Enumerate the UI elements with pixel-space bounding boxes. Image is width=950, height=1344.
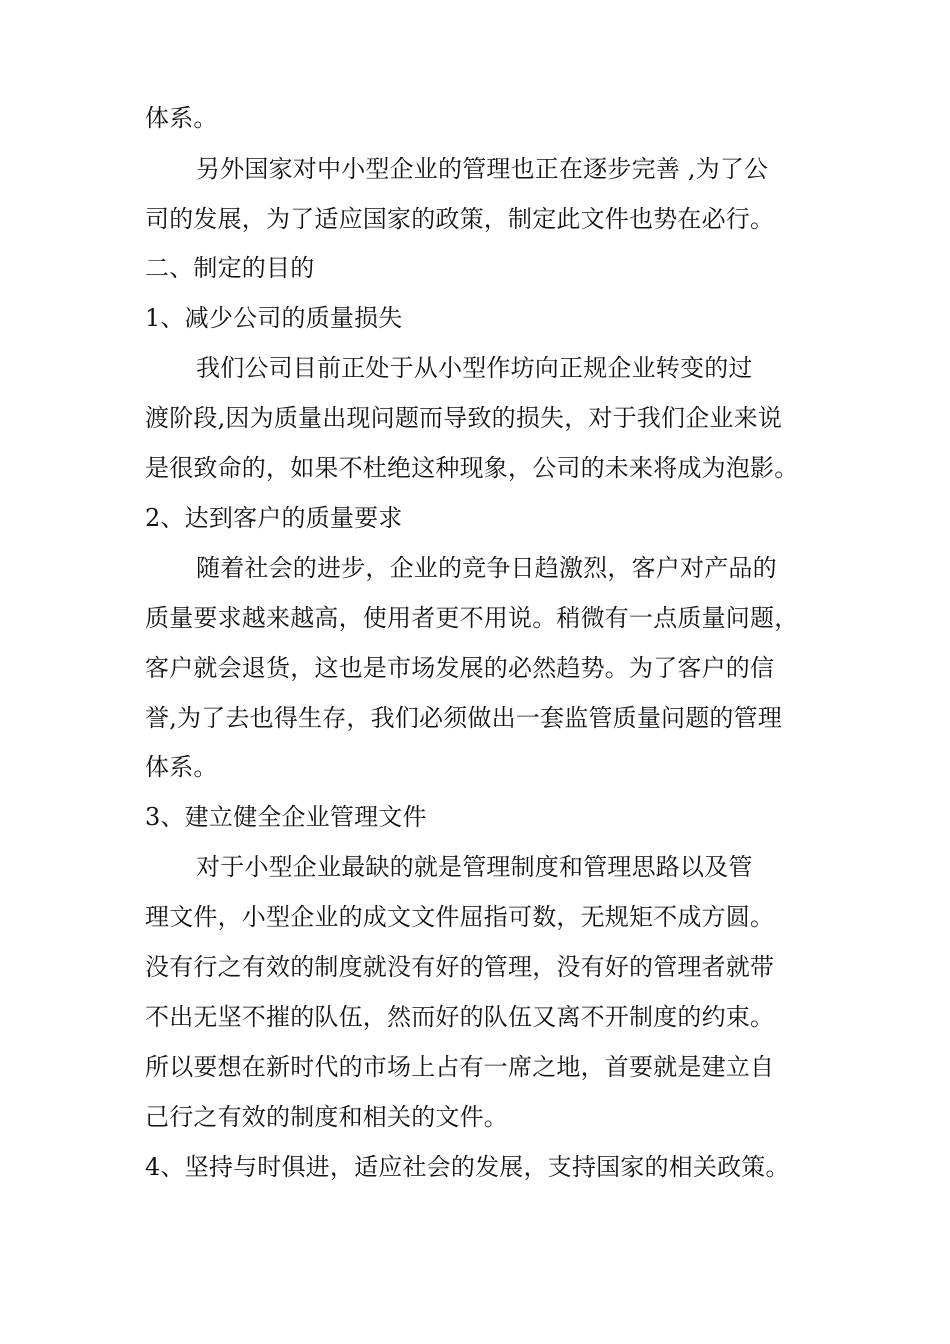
section-heading: 二、制定的目的 <box>145 254 315 282</box>
text-line-3: 司的发展，为了适应国家的政策，制定此文件也势在必行。 <box>145 205 775 233</box>
text-line-8: 是很致命的，如果不杜绝这种现象，公司的未来将成为泡影。 <box>145 454 799 482</box>
subsection-heading-2: 2、达到客户的质量要求 <box>145 504 403 532</box>
paragraph-start-line: 我们公司目前正处于从小型作坊向正规企业转变的过 <box>196 354 753 382</box>
text-line-14: 体系。 <box>145 753 218 781</box>
text-line-17: 理文件，小型企业的成文文件屈指可数，无规矩不成方圆。 <box>145 903 775 931</box>
paragraph-start-line: 对于小型企业最缺的就是管理制度和管理思路以及管 <box>196 853 753 881</box>
text-line-1: 体系。 <box>145 104 218 132</box>
subsection-heading-3: 3、建立健全企业管理文件 <box>145 803 427 831</box>
text-line-20: 所以要想在新时代的市场上占有一席之地，首要就是建立自 <box>145 1053 775 1081</box>
text-line-12: 客户就会退货，这也是市场发展的必然趋势。为了客户的信 <box>145 654 775 682</box>
paragraph-start-line: 另外国家对中小型企业的管理也正在逐步完善 ,为了公 <box>196 155 769 183</box>
text-line-19: 不出无坚不摧的队伍，然而好的队伍又离不开制度的约束。 <box>145 1003 775 1031</box>
subsection-heading-1: 1、减少公司的质量损失 <box>145 304 403 332</box>
text-line-18: 没有行之有效的制度就没有好的管理，没有好的管理者就带 <box>145 953 775 981</box>
text-line-13: 誉,为了去也得生存，我们必须做出一套监管质量问题的管理 <box>145 704 783 732</box>
text-line-11: 质量要求越来越高，使用者更不用说。稍微有一点质量问题， <box>145 604 799 632</box>
subsection-heading-4: 4、坚持与时俱进，适应社会的发展，支持国家的相关政策。 <box>145 1153 790 1181</box>
text-line-21: 己行之有效的制度和相关的文件。 <box>145 1103 508 1131</box>
paragraph-start-line: 随着社会的进步，企业的竞争日趋激烈，客户对产品的 <box>196 554 777 582</box>
text-line-7: 渡阶段,因为质量出现问题而导致的损失，对于我们企业来说 <box>145 404 783 432</box>
